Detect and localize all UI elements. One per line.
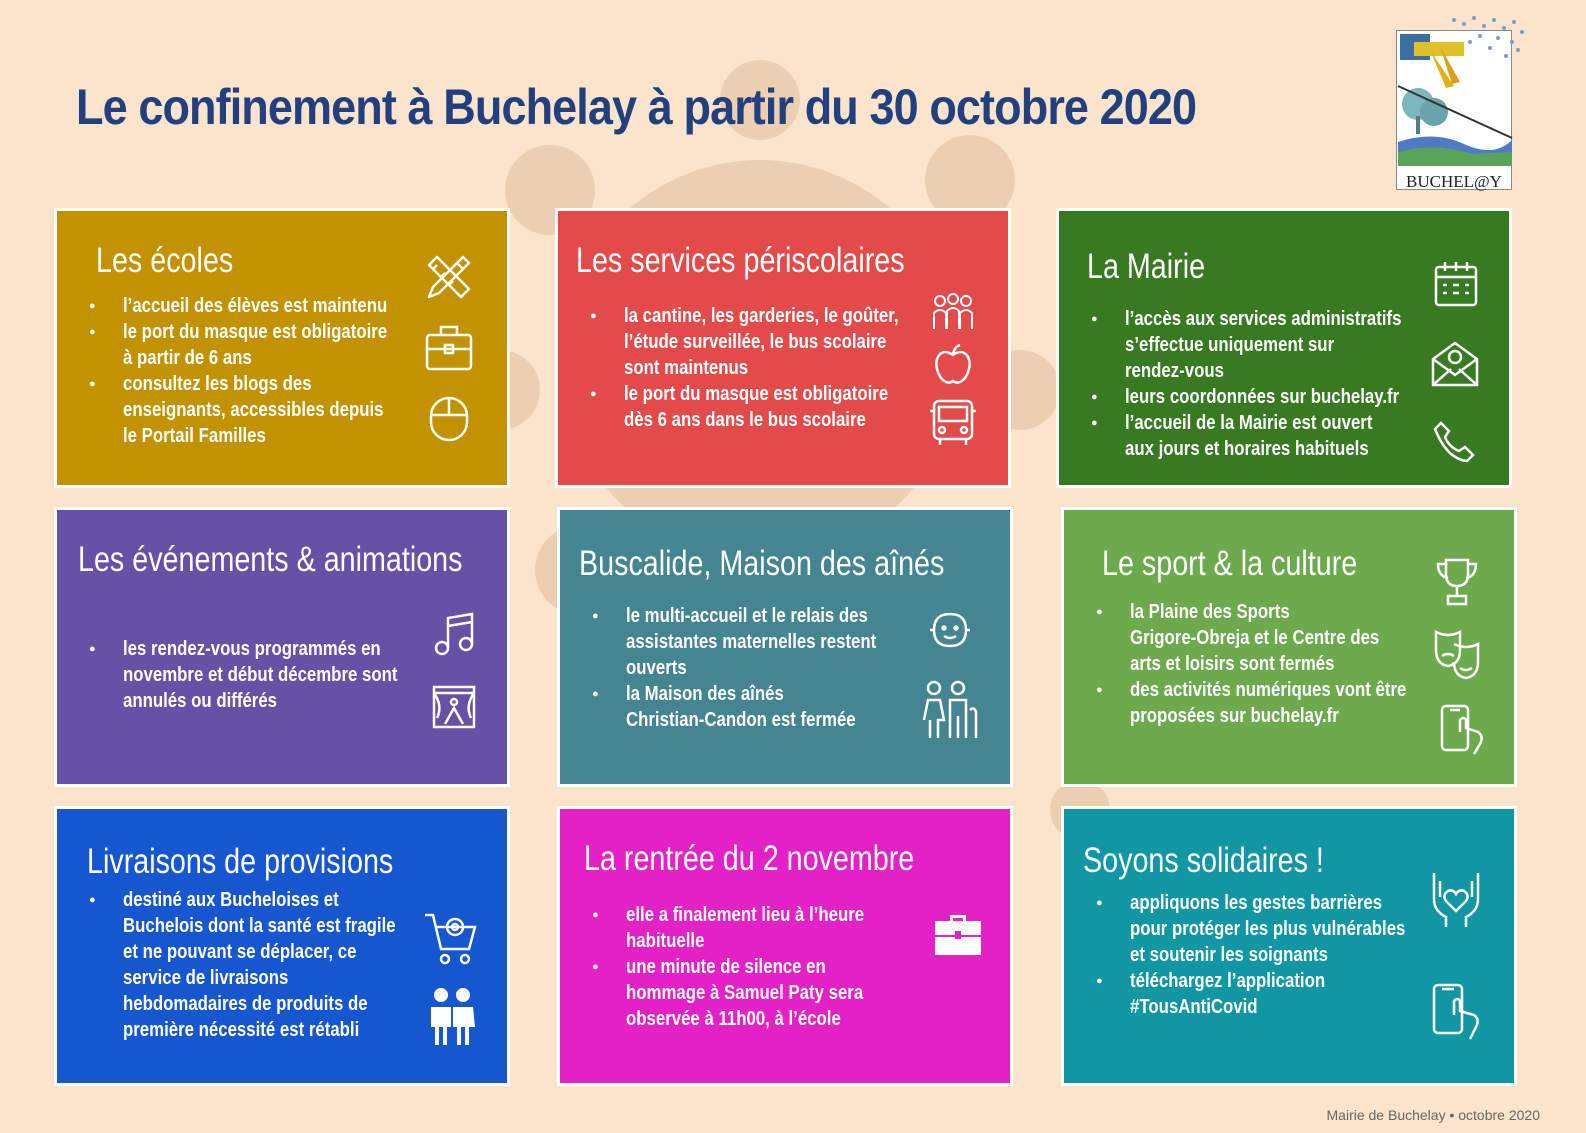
list-item: ● les rendez-vous programmés en novembre et début décembre sont annulés ou différés (87, 636, 450, 714)
list-item: ● consultez les blogs des enseignants, accessibles depuis le Portail Familles (87, 371, 438, 449)
list-item: ● le port du masque est obligatoire à partir de 6 ans (87, 319, 438, 371)
page-title: Le confinement à Buchelay à partir du 30 octobre 2020 (76, 79, 1197, 135)
card-sport-culture (1061, 507, 1517, 787)
smartphone-tap-icon (1438, 702, 1486, 756)
list-item: ● appliquons les gestes barrières pour protéger les plus vulnérables et soutenir les soignants (1094, 890, 1458, 968)
card-title: Livraisons de provisions (87, 842, 394, 881)
baby-icon (926, 610, 974, 650)
apple-icon (932, 343, 974, 387)
theater-stage-icon (431, 684, 477, 730)
schoolbag-icon (932, 909, 984, 961)
card-buscalide (557, 507, 1013, 787)
briefcase-icon (423, 321, 475, 373)
card-title: Soyons solidaires ! (1083, 841, 1324, 880)
elderly-people-icon (427, 987, 479, 1047)
card-title: Buscalide, Maison des aînés (579, 544, 945, 583)
card-list (1094, 599, 1459, 729)
list-item: ● l’accueil des élèves est maintenu (87, 293, 438, 319)
music-note-icon (433, 610, 477, 658)
card-evenements (54, 507, 510, 787)
list-item: ● le multi-accueil et le relais des assistantes maternelles restent ouverts (590, 603, 924, 681)
card-title: Les écoles (96, 241, 234, 280)
trophy-icon (1434, 556, 1480, 608)
card-title: Les services périscolaires (576, 241, 905, 280)
card-list (590, 902, 909, 1032)
calendar-icon (1433, 259, 1479, 309)
hands-heart-icon (1428, 867, 1484, 931)
card-title: Les événements & animations (78, 540, 463, 579)
pencil-ruler-icon (423, 251, 475, 303)
elderly-couple-icon (918, 680, 982, 740)
shopping-cart-icon (423, 909, 479, 967)
list-item: ● téléchargez l’application #TousAntiCovid (1094, 968, 1458, 1020)
list-item: ● des activités numériques vont être proposées sur buchelay.fr (1094, 677, 1459, 729)
footer-credit: Mairie de Buchelay • octobre 2020 (1326, 1107, 1540, 1123)
logo-text: BUCHEL@Y (1406, 172, 1502, 191)
phone-icon (1433, 419, 1477, 463)
card-list (1089, 306, 1454, 462)
card-list (87, 293, 438, 449)
card-title: Le sport & la culture (1102, 544, 1358, 583)
list-item: ● leurs coordonnées sur buchelay.fr (1089, 384, 1454, 410)
bus-icon (928, 397, 978, 449)
card-ecoles (54, 208, 510, 488)
card-list (1094, 890, 1458, 1020)
card-list (588, 303, 951, 433)
smartphone-tap-icon (1430, 981, 1484, 1041)
buchelay-logo (1394, 12, 1534, 192)
list-item: ● le port du masque est obligatoire dès 6 ans dans le bus scolaire (588, 381, 951, 433)
card-periscolaire (555, 208, 1011, 488)
list-item: ● la Plaine des Sports Grigore-Obreja et le Centre des arts et loisirs sont fermés (1094, 599, 1459, 677)
card-title: La Mairie (1087, 247, 1206, 286)
card-rentree (557, 806, 1013, 1086)
list-item: ● l’accès aux services administratifs s’effectue uniquement sur rendez-vous (1089, 306, 1454, 384)
theater-masks-icon (1432, 628, 1482, 680)
list-item: ● l’accueil de la Mairie est ouvert aux jours et horaires habituels (1089, 410, 1454, 462)
list-item: ● elle a finalement lieu à l’heure habituelle (590, 902, 909, 954)
card-title: La rentrée du 2 novembre (584, 839, 915, 878)
card-list (590, 603, 924, 733)
card-list (87, 887, 448, 1043)
card-livraisons (54, 806, 510, 1086)
list-item: ● la cantine, les garderies, le goûter, l’étude surveillée, le bus scolaire sont maintenus (588, 303, 951, 381)
email-icon (1429, 337, 1481, 389)
list-item: ● une minute de silence en hommage à Samuel Paty sera observée à 11h00, à l’école (590, 954, 909, 1032)
list-item: ● la Maison des aînés Christian-Candon est fermée (590, 681, 924, 733)
mouse-icon (427, 395, 471, 443)
card-solidaires (1061, 806, 1517, 1086)
children-icon (930, 293, 976, 333)
card-list (87, 636, 450, 714)
list-item: ● destiné aux Bucheloises et Buchelois dont la santé est fragile et ne pouvant se déplacer, ce service de livraisons hebdomadaires de produits de première nécessité est rétabli (87, 887, 448, 1043)
card-mairie (1056, 208, 1512, 488)
